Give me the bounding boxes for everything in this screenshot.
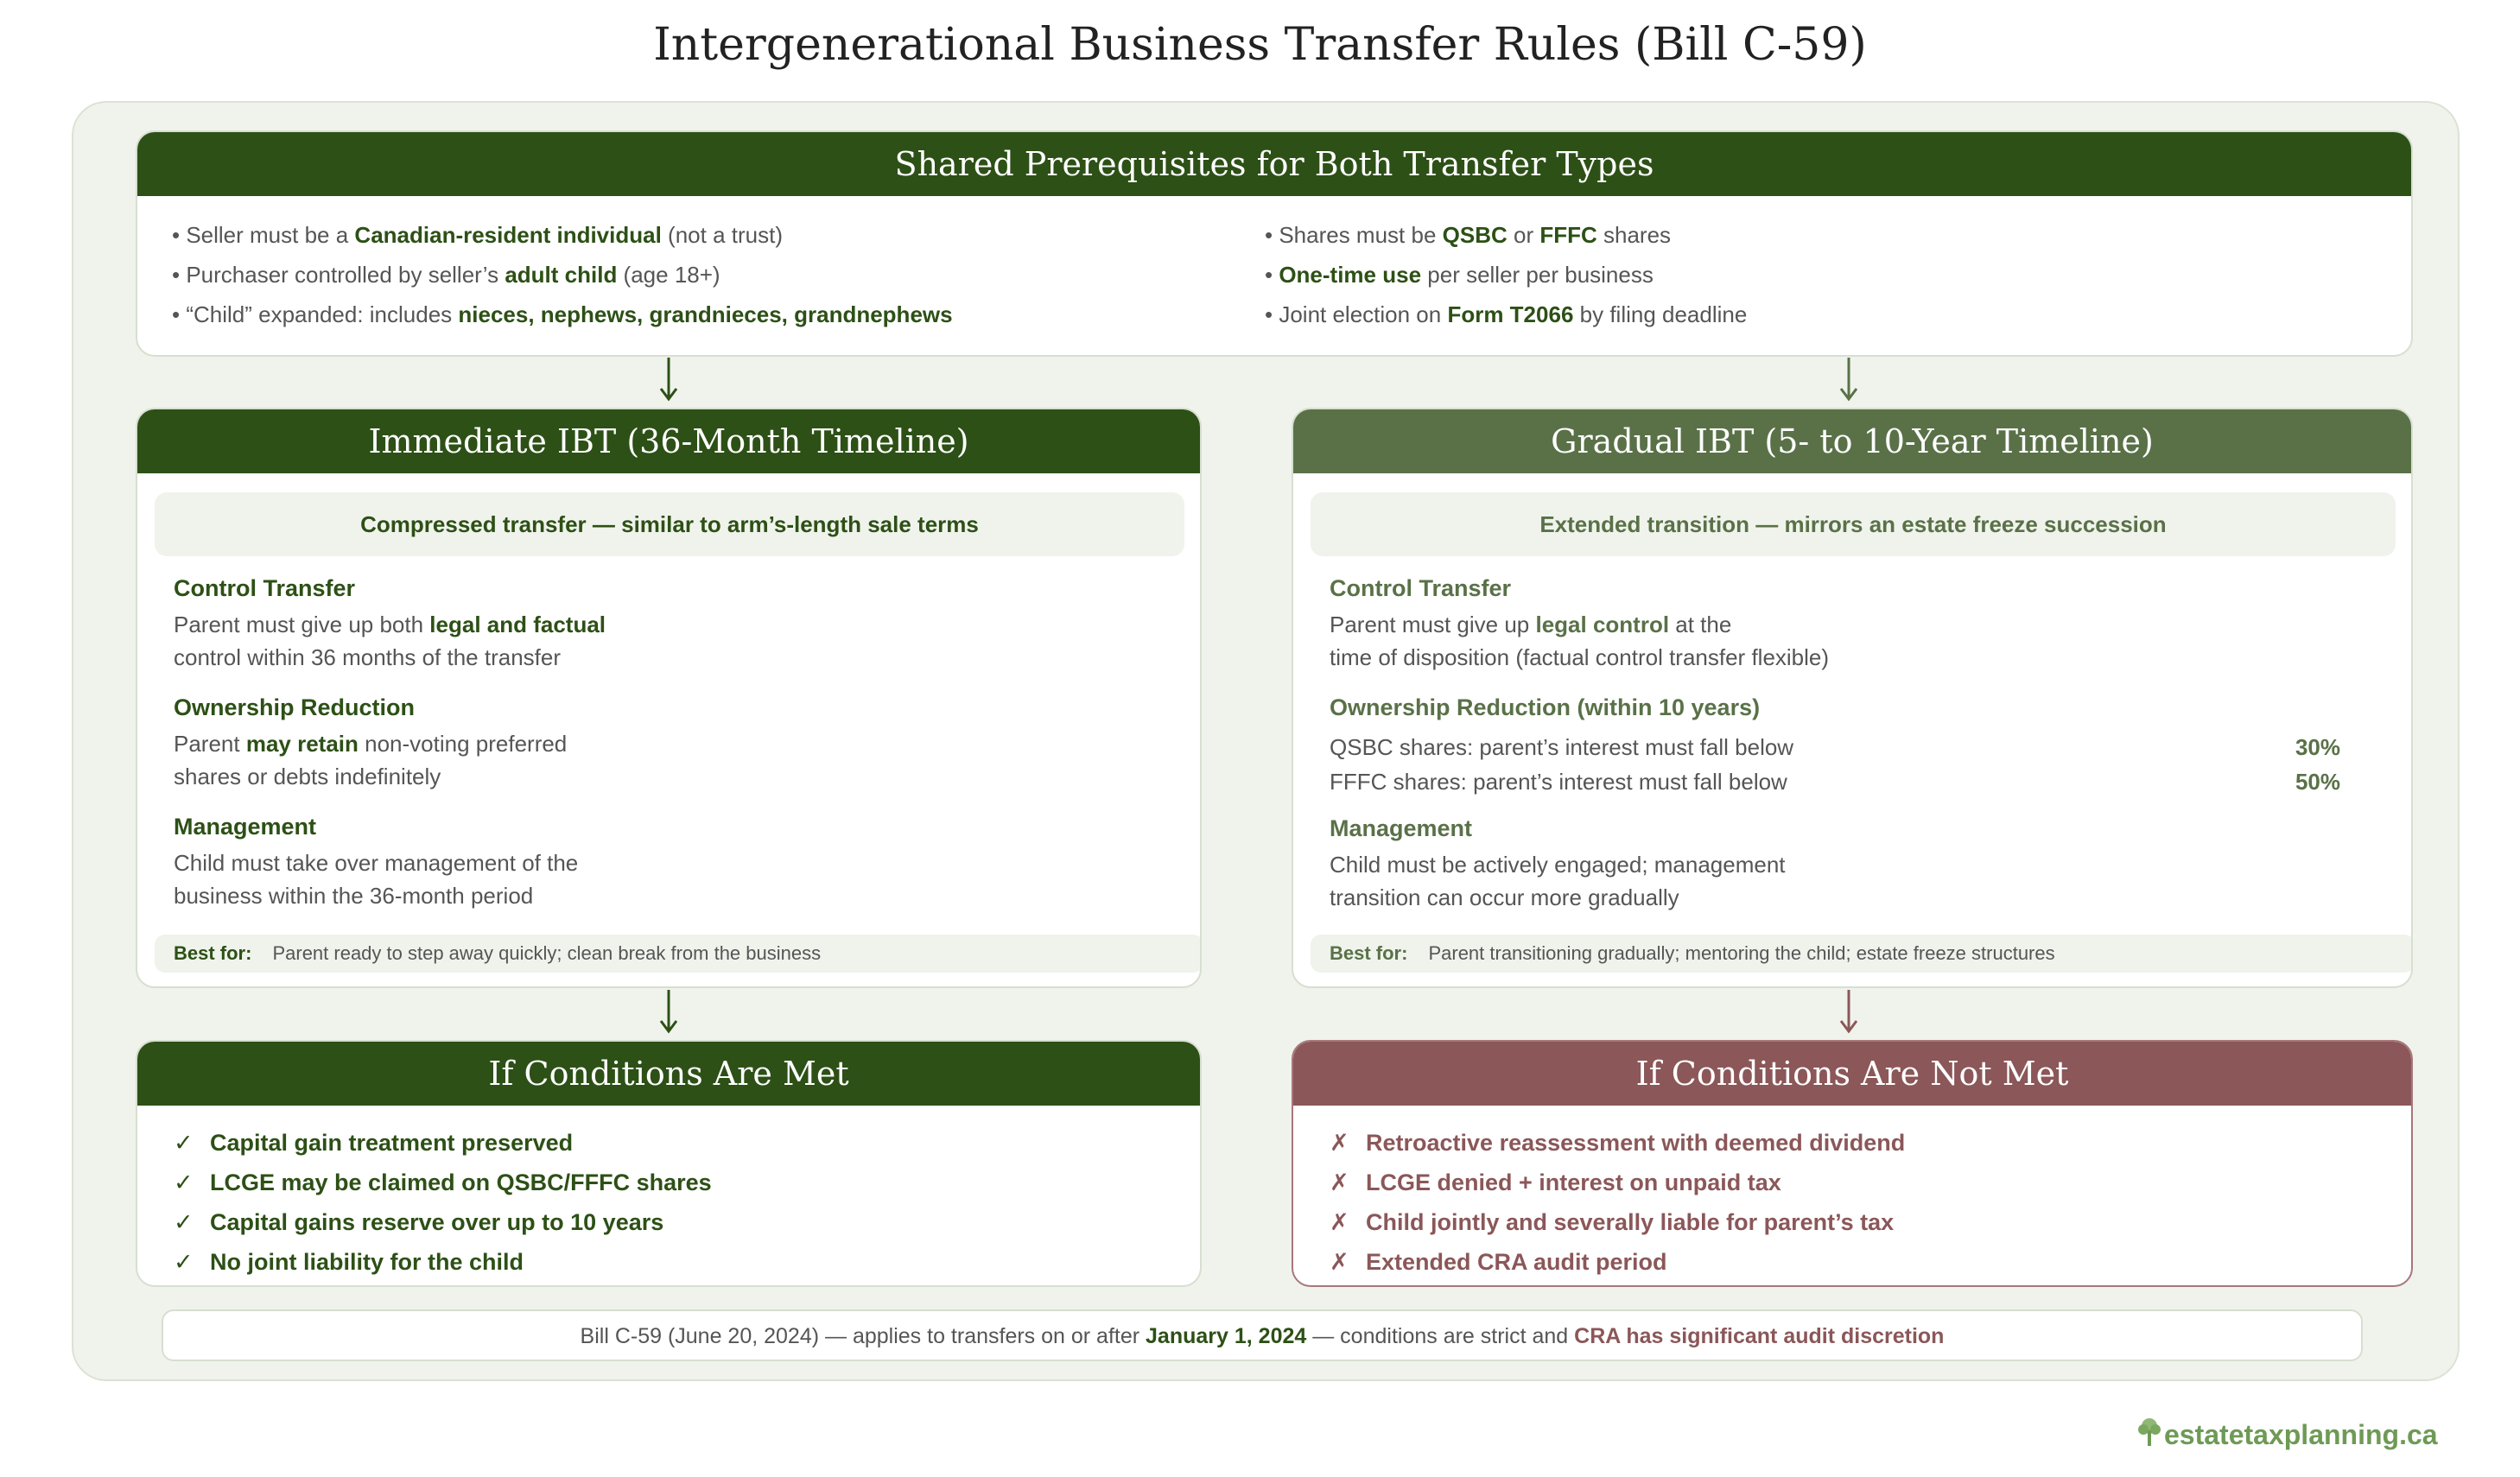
immediate-control-text: Parent must give up both legal and factual control within 36 months of the transfer: [174, 612, 606, 670]
immediate-heading: Immediate IBT (36-Month Timeline): [137, 409, 1200, 473]
met-list: [174, 1123, 712, 1282]
gradual-heading: Gradual IBT (5- to 10-Year Timeline): [1293, 409, 2411, 473]
prereq-item: • Shares must be QSBC or FFFC shares: [1265, 222, 1672, 248]
immediate-best-for: Best for: Parent ready to step away quickly; clean break from the business: [155, 935, 1202, 973]
immediate-control-title: Control Transfer: [174, 575, 356, 601]
immediate-ownership-title: Ownership Reduction: [174, 694, 416, 720]
prereq-item: • One-time use per seller per business: [1265, 262, 1654, 288]
check-icon: ✓: [174, 1130, 194, 1156]
not-met-list: [1330, 1123, 1905, 1282]
cross-icon: ✗: [1330, 1170, 1349, 1195]
tree-icon: [2136, 1417, 2162, 1448]
ownership-row: FFFC shares: parent’s interest must fall below 50%: [1330, 769, 2340, 795]
gradual-management-title: Management: [1330, 815, 1473, 841]
gradual-banner: Extended transition — mirrors an estate freeze succession: [1311, 492, 2396, 556]
met-item: ✓ No joint liability for the child: [174, 1242, 712, 1282]
met-item: ✓ LCGE may be claimed on QSBC/FFFC shares: [174, 1163, 712, 1202]
check-icon: ✓: [174, 1209, 194, 1235]
gradual-control-text: Parent must give up legal control at the time of disposition (factual control transfer flexible): [1330, 612, 1830, 670]
check-icon: ✓: [174, 1249, 194, 1275]
arrow-down-icon: [658, 358, 679, 403]
immediate-management-title: Management: [174, 814, 317, 840]
immediate-ibt-box: [136, 408, 1202, 988]
arrow-down-icon: [658, 990, 679, 1035]
footer-note: Bill C-59 (June 20, 2024) — applies to transfers on or after January 1, 2024 — conditions are strict and CRA has significant audit discretion: [162, 1309, 2363, 1361]
cross-icon: ✗: [1330, 1130, 1349, 1156]
gradual-ownership-rows: [1330, 727, 2340, 807]
not-met-heading: If Conditions Are Not Met: [1293, 1042, 2411, 1106]
cross-icon: ✗: [1330, 1249, 1349, 1275]
immediate-management-text: Child must take over management of the business within the 36-month period: [174, 850, 579, 909]
prereq-heading: Shared Prerequisites for Both Transfer Types: [137, 132, 2411, 196]
immediate-banner: Compressed transfer — similar to arm’s-length sale terms: [155, 492, 1184, 556]
prereq-item: • “Child” expanded: includes nieces, nephews, grandnieces, grandnephews: [172, 301, 953, 327]
prereq-right-list: [1265, 215, 1747, 334]
prereq-item: • Joint election on Form T2066 by filing deadline: [1265, 301, 1748, 327]
not-met-item: ✗ Retroactive reassessment with deemed dividend: [1330, 1123, 1905, 1163]
prereq-left-list: [172, 215, 953, 334]
met-item: ✓ Capital gain treatment preserved: [174, 1123, 712, 1163]
gradual-ibt-box: [1292, 408, 2413, 988]
brand-logo: estatetaxplanning.ca: [2136, 1417, 2438, 1451]
conditions-met-box: [136, 1040, 1202, 1287]
gradual-ownership-title: Ownership Reduction (within 10 years): [1330, 694, 1761, 720]
gradual-management-text: Child must be actively engaged; management transition can occur more gradually: [1330, 852, 1786, 910]
prereq-box: [136, 130, 2413, 357]
not-met-item: ✗ Extended CRA audit period: [1330, 1242, 1905, 1282]
not-met-item: ✗ Child jointly and severally liable for parent’s tax: [1330, 1202, 1905, 1242]
page-title: Intergenerational Business Transfer Rules (Bill C-59): [653, 19, 1867, 71]
ownership-row: QSBC shares: parent’s interest must fall below 30%: [1330, 734, 2340, 760]
met-heading: If Conditions Are Met: [137, 1042, 1200, 1106]
not-met-item: ✗ LCGE denied + interest on unpaid tax: [1330, 1163, 1905, 1202]
conditions-not-met-box: [1292, 1040, 2413, 1287]
cross-icon: ✗: [1330, 1209, 1349, 1235]
prereq-item: • Purchaser controlled by seller’s adult child (age 18+): [172, 262, 720, 288]
gradual-control-title: Control Transfer: [1330, 575, 1512, 601]
gradual-best-for: Best for: Parent transitioning gradually; mentoring the child; estate freeze structures: [1311, 935, 2413, 973]
arrow-down-icon: [1838, 358, 1859, 403]
immediate-ownership-text: Parent may retain non-voting preferred shares or debts indefinitely: [174, 731, 568, 789]
prereq-item: • Seller must be a Canadian-resident individual (not a trust): [172, 222, 783, 248]
met-item: ✓ Capital gains reserve over up to 10 years: [174, 1202, 712, 1242]
arrow-down-icon: [1838, 990, 1859, 1035]
check-icon: ✓: [174, 1170, 194, 1195]
